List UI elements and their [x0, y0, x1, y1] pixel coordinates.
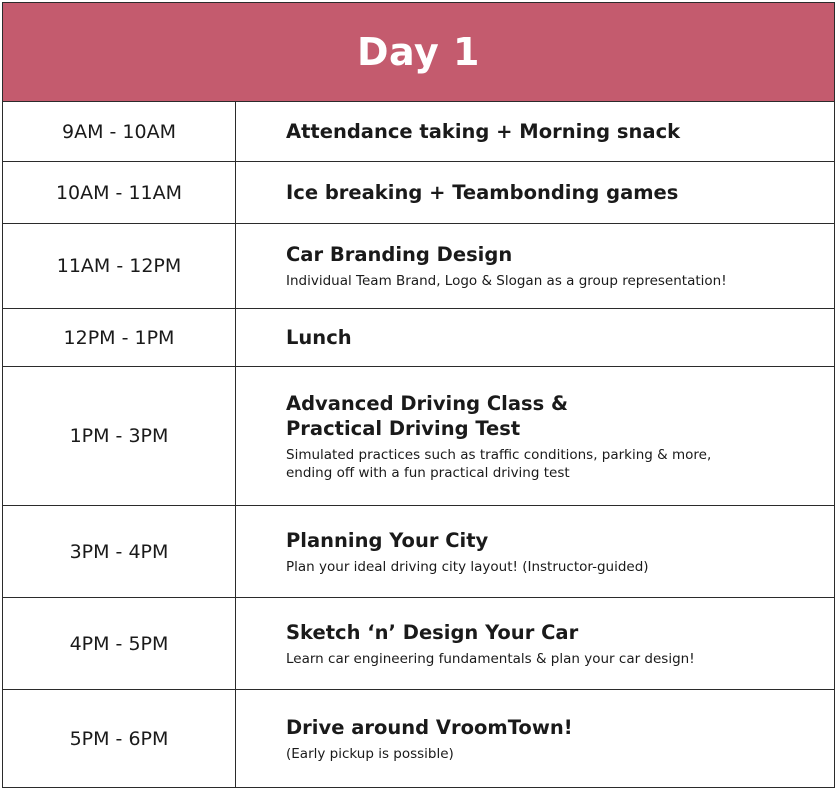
activity-title: Sketch ‘n’ Design Your Car [286, 620, 579, 644]
table-row [3, 309, 834, 367]
table-row [3, 598, 834, 690]
activity-cell [236, 224, 834, 308]
activity-description-line: Simulated practices such as traffic conditions, parking & more, [286, 446, 712, 463]
table-row [3, 506, 834, 598]
time-slot: 12PM - 1PM [3, 309, 236, 366]
schedule-header [3, 3, 834, 102]
activity-title: Ice breaking + Teambonding games [286, 181, 679, 204]
day-title: Day 1 [357, 30, 480, 74]
table-row [3, 367, 834, 506]
time-slot: 5PM - 6PM [3, 690, 236, 787]
activity-description: (Early pickup is possible) [286, 745, 454, 762]
time-slot: 3PM - 4PM [3, 506, 236, 597]
activity-cell [236, 598, 834, 689]
activity-cell [236, 162, 834, 223]
activity-title [286, 391, 824, 441]
activity-description: Plan your ideal driving city layout! (Instructor-guided) [286, 558, 649, 575]
activity-title-line: Advanced Driving Class & [286, 391, 569, 415]
schedule-table [2, 2, 835, 788]
time-slot: 1PM - 3PM [3, 367, 236, 505]
table-row [3, 162, 834, 224]
table-row [3, 690, 834, 787]
activity-title: Car Branding Design [286, 243, 513, 266]
activity-description-line: ending off with a fun practical driving test [286, 464, 570, 481]
activity-cell [236, 506, 834, 597]
activity-cell [236, 102, 834, 161]
activity-title: Lunch [286, 326, 352, 349]
activity-cell [236, 690, 834, 787]
table-row [3, 102, 834, 162]
activity-title: Drive around VroomTown! [286, 715, 573, 739]
table-row [3, 224, 834, 309]
time-slot: 9AM - 10AM [3, 102, 236, 161]
activity-title: Attendance taking + Morning snack [286, 120, 681, 143]
activity-title: Planning Your City [286, 528, 489, 552]
activity-description [286, 446, 824, 482]
activity-cell [236, 309, 834, 366]
activity-description: Individual Team Brand, Logo & Slogan as a group representation! [286, 273, 727, 289]
activity-description: Learn car engineering fundamentals & plan your car design! [286, 650, 695, 667]
time-slot: 4PM - 5PM [3, 598, 236, 689]
time-slot: 10AM - 11AM [3, 162, 236, 223]
activity-title-line: Practical Driving Test [286, 416, 521, 440]
activity-cell [236, 367, 834, 505]
time-slot: 11AM - 12PM [3, 224, 236, 308]
